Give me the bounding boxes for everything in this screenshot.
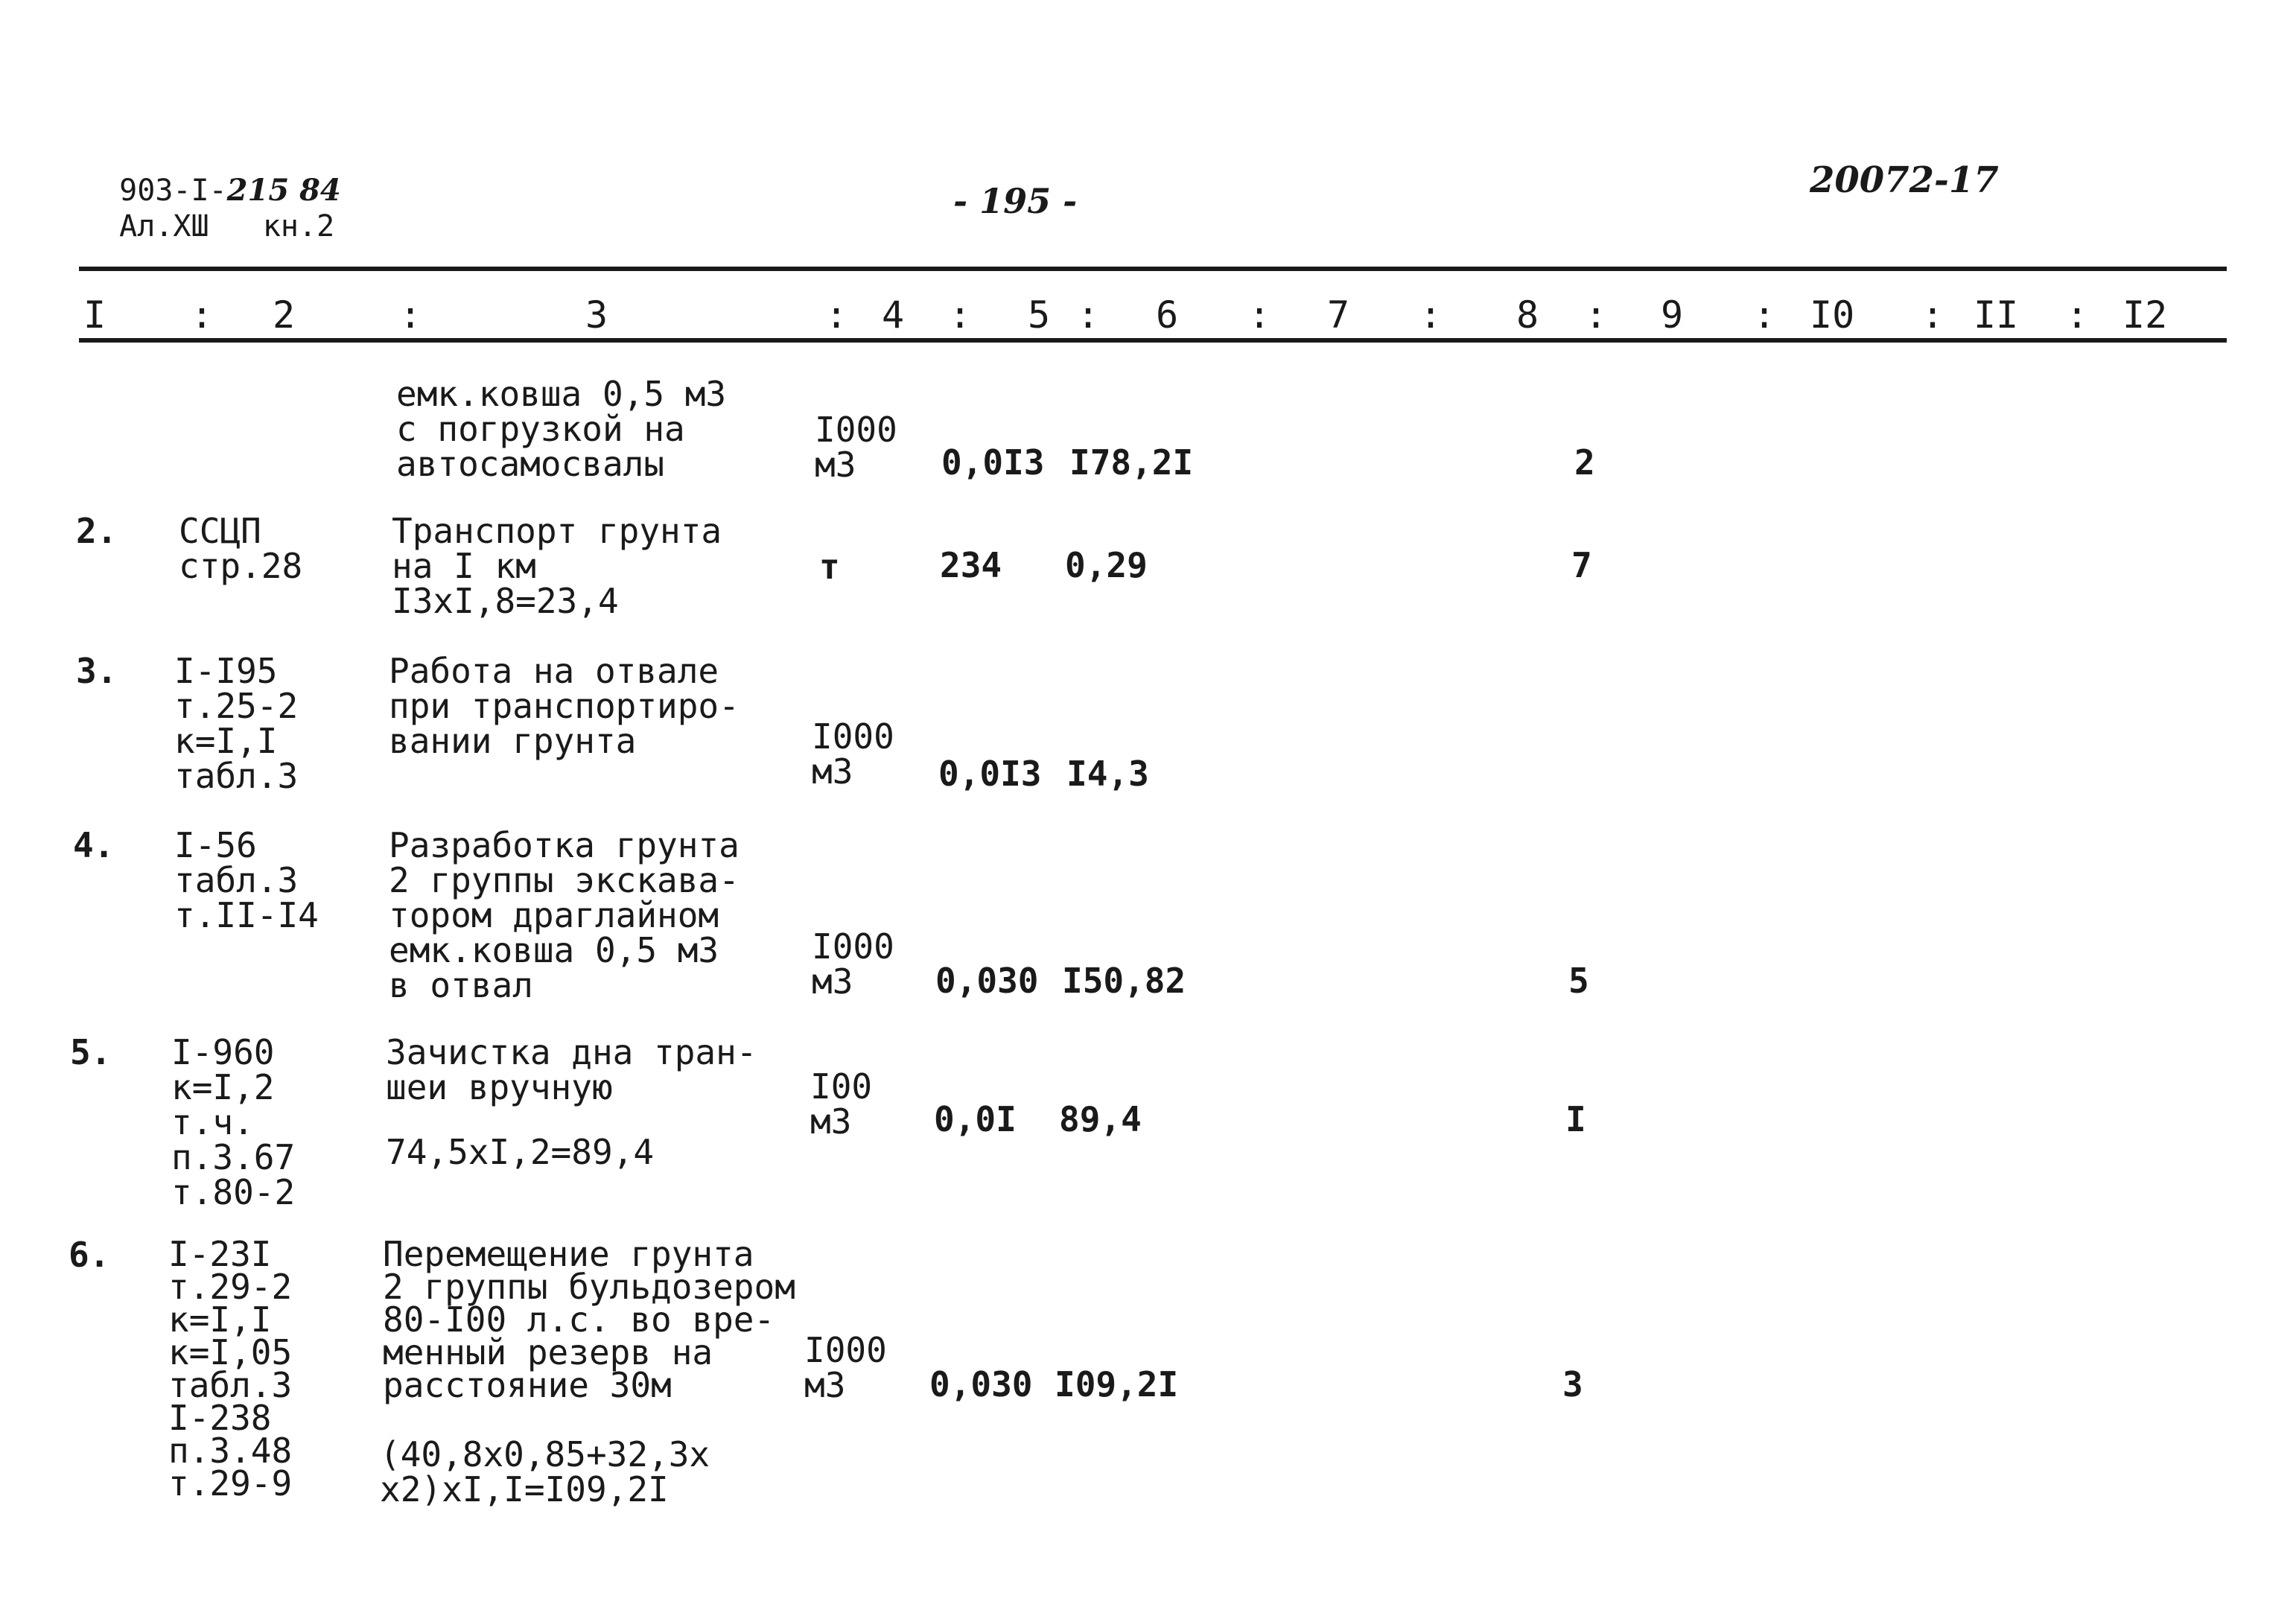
row-description: Транспорт грунта на I км I3хI,8=23,4 [392,511,722,621]
col-header-2: 2 [273,293,296,337]
row-price: 0,29 [1065,545,1148,585]
row-price: 89,4 [1059,1099,1142,1139]
row-number: 5. [70,1032,112,1072]
col-separator: : [949,293,972,337]
row-price: I50,82 [1062,961,1186,1001]
row-reference: I-56 табл.3 т.II-I4 [174,825,319,935]
col-header-3: 3 [585,293,608,337]
col-separator: : [191,293,214,337]
row-quantity: 0,030 [935,961,1039,1001]
top-rule [79,267,2227,271]
col-separator: : [1585,293,1608,337]
row-number: 3. [76,651,118,691]
document-code-prefix: 903-I- [119,174,227,208]
row-number: 2. [76,511,118,551]
row-description: Работа на отвале при транспортиро- вании грунта [389,651,740,761]
row-price: I4,3 [1066,754,1149,794]
album-number: Ал.ХШ [119,209,209,244]
col-separator: : [825,293,848,337]
row-unit: I000 м3 [815,410,897,485]
col-separator: : [2066,293,2089,337]
row-quantity: 0,030 [929,1364,1033,1404]
row-quantity: 234 [940,545,1002,585]
row-description: Разработка грунта 2 группы экскава- тором драглайном емк.ковша 0,5 м3 в отвал [389,825,740,1005]
registration-number: 20072-17 [1810,159,1999,201]
row-reference: I-960 к=I,2 т.ч. п.3.67 т.80-2 [171,1032,296,1212]
row-description: емк.ковша 0,5 м3 с погрузкой на автосамосвалы [396,374,727,484]
row-unit: I000 м3 [812,716,894,792]
album-book [83,182,335,244]
row-description: Зачистка дна тран- шеи вручную [386,1032,757,1107]
row-number: 4. [73,825,115,865]
col-header-8: 8 [1516,293,1539,337]
row-calculation: (40,8х0,85+32,3х х2)хI,I=I09,2I [380,1434,710,1509]
row-col8: I [1565,1099,1586,1139]
row-number: 6. [69,1235,110,1275]
header-underline [79,338,2227,343]
document-code-handwritten: 215 84 [226,173,341,208]
row-reference: I-23I т.29-2 к=I,I к=I,05 табл.3 I-238 п.3.48 т.29-9 [168,1234,293,1504]
row-price: I09,2I [1055,1364,1179,1404]
col-header-10: I0 [1810,293,1855,337]
row-unit: I000 м3 [804,1330,887,1405]
row-quantity: 0,0I3 [941,442,1045,483]
row-col8: 7 [1571,545,1592,585]
row-reference: ССЦП стр.28 [179,511,303,586]
col-separator: : [1753,293,1776,337]
col-header-6: 6 [1156,293,1179,337]
col-separator: : [399,293,422,337]
row-reference: I-I95 т.25-2 к=I,I табл.3 [174,651,299,796]
row-col8: 3 [1562,1364,1583,1404]
col-header-11: II [1974,293,2019,337]
col-separator: : [1419,293,1443,337]
row-quantity: 0,0I3 [938,754,1042,794]
book-number: кн.2 [262,209,335,244]
col-separator: : [1248,293,1271,337]
row-col8: 5 [1568,961,1589,1001]
col-separator: : [1921,293,1944,337]
col-header-4: 4 [882,293,905,337]
col-separator: : [1077,293,1100,337]
col-header-7: 7 [1327,293,1350,337]
col-header-12: I2 [2122,293,2168,337]
page-number: - 195 - [953,181,1078,221]
col-header-1: I [83,293,106,337]
row-quantity: 0,0I [934,1099,1017,1139]
row-unit: I00 м3 [810,1066,873,1142]
row-calculation: 74,5хI,2=89,4 [386,1132,655,1172]
row-unit: I000 м3 [812,926,894,1002]
row-description: Перемещение грунта 2 группы бульдозером 80-I00 л.с. во вре- менный резерв на расстояние 30м [383,1234,795,1405]
row-price: I78,2I [1069,442,1194,483]
col-header-9: 9 [1661,293,1684,337]
row-unit: т [819,547,840,587]
col-header-5: 5 [1028,293,1051,337]
row-col8: 2 [1574,442,1595,483]
